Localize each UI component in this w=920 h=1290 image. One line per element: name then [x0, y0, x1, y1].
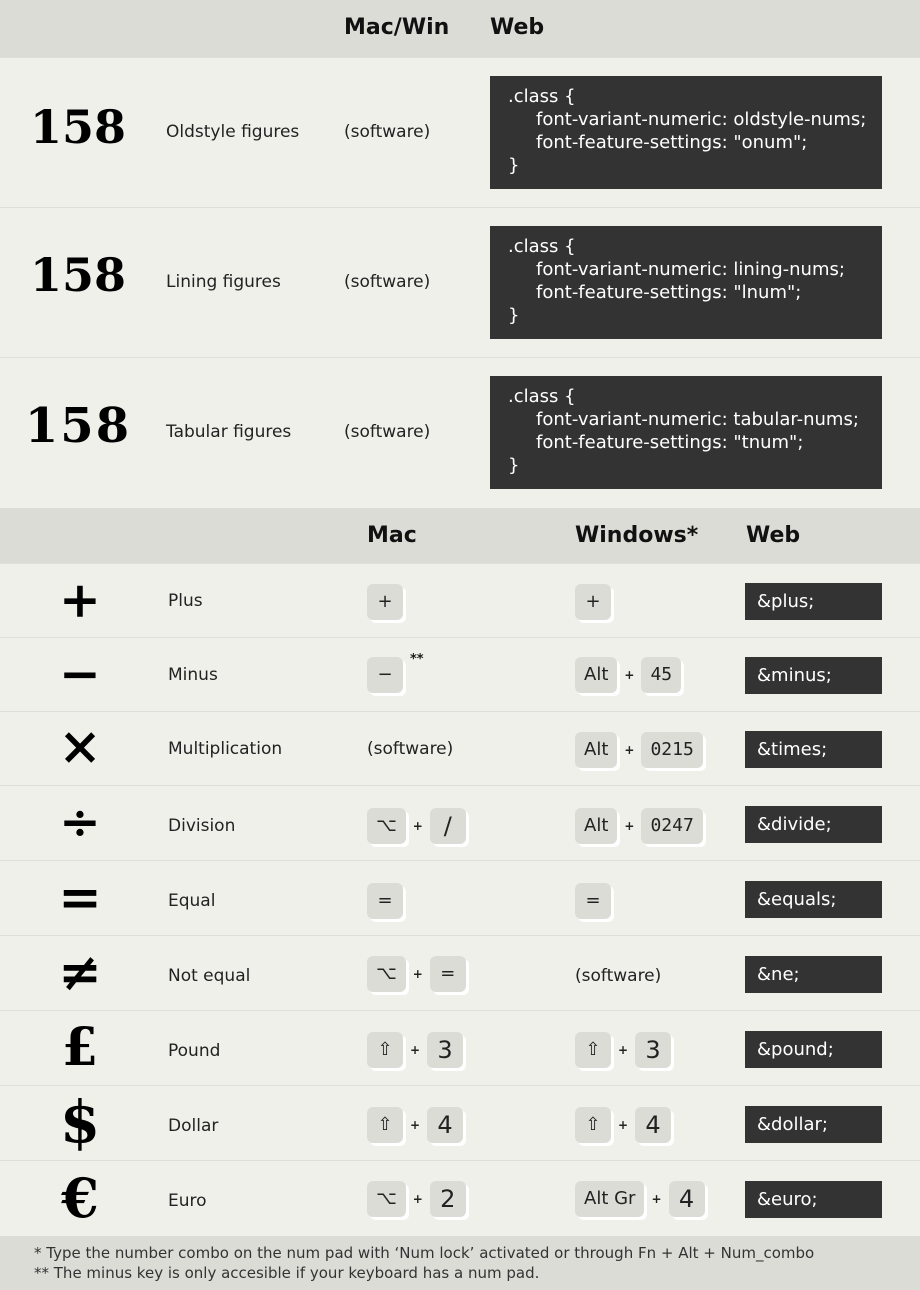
html-entity: &equals;	[745, 881, 882, 918]
mac-shortcut	[367, 806, 466, 846]
option-key-icon: ⌥	[367, 1181, 406, 1217]
mac-shortcut	[367, 1105, 463, 1145]
plus-separator: +	[651, 1192, 662, 1206]
symbol-name: Minus	[168, 665, 218, 685]
col-mac-label: Mac	[367, 523, 417, 548]
symbols-header	[0, 508, 920, 563]
figure-name: Oldstyle figures	[166, 122, 300, 142]
dollar-glyph: $	[59, 1088, 101, 1156]
css-code-block	[490, 376, 882, 489]
mac-shortcut	[367, 582, 403, 622]
figure-macwin: (software)	[344, 122, 431, 142]
code-line: .class {	[508, 386, 576, 407]
symbol-name: Pound	[168, 1041, 221, 1061]
figure-row-tabular	[0, 357, 920, 507]
plus-separator: +	[412, 1192, 423, 1206]
key-code: 45	[641, 657, 681, 693]
code-line: }	[508, 305, 520, 326]
shift-key-icon: ⇧	[367, 1032, 403, 1068]
symbol-name: Euro	[168, 1191, 207, 1211]
html-entity: &plus;	[745, 583, 882, 620]
footnote-minus: ** The minus key is only accesible if your keyboard has a num pad.	[34, 1264, 540, 1282]
key-3: 3	[427, 1032, 463, 1068]
col-windows-label: Windows*	[575, 523, 699, 548]
code-line: font-variant-numeric: tabular-nums;	[536, 409, 859, 430]
mac-software: (software)	[367, 739, 454, 759]
equal-glyph: =	[58, 867, 102, 928]
code-line: font-feature-settings: "onum";	[536, 132, 808, 153]
code-line: .class {	[508, 86, 576, 107]
html-entity: &minus;	[745, 657, 882, 694]
col-web-label: Web	[490, 15, 545, 40]
windows-shortcut	[575, 881, 611, 921]
html-entity: &ne;	[745, 956, 882, 993]
code-line: font-variant-numeric: oldstyle-nums;	[536, 109, 867, 130]
pound-glyph: £	[61, 1017, 99, 1078]
plus-separator: +	[624, 743, 635, 757]
html-entity: &pound;	[745, 1031, 882, 1068]
multiplication-glyph: ×	[58, 716, 102, 777]
symbol-name: Multiplication	[168, 739, 283, 759]
html-entity: &divide;	[745, 806, 882, 843]
figures-header	[0, 0, 920, 57]
shift-key-icon: ⇧	[367, 1107, 403, 1143]
mac-shortcut	[367, 655, 403, 695]
code-line: font-feature-settings: "lnum";	[536, 282, 802, 303]
col-web-label: Web	[746, 523, 801, 548]
code-line: font-feature-settings: "tnum";	[536, 432, 804, 453]
symbol-name: Equal	[168, 891, 216, 911]
key-code: 0247	[641, 808, 702, 844]
key-plus: +	[367, 584, 403, 620]
windows-shortcut	[575, 655, 681, 695]
euro-glyph: €	[61, 1166, 99, 1230]
windows-shortcut	[575, 1030, 671, 1070]
windows-shortcut	[575, 1105, 671, 1145]
key-equals: =	[367, 883, 403, 919]
code-line: font-variant-numeric: lining-nums;	[536, 259, 845, 280]
html-entity: &euro;	[745, 1181, 882, 1218]
numpad-footnote-marker: **	[410, 652, 424, 667]
windows-shortcut	[575, 1179, 705, 1219]
shift-key-icon: ⇧	[575, 1107, 611, 1143]
mac-shortcut	[367, 954, 466, 994]
footnote-windows: * Type the number combo on the num pad with ‘Num lock’ activated or through Fn + Alt + Num_combo	[34, 1244, 815, 1262]
key-slash: /	[430, 808, 466, 844]
shift-key-icon: ⇧	[575, 1032, 611, 1068]
symbol-row-minus	[0, 637, 920, 711]
plus-separator: +	[618, 1043, 629, 1057]
plus-separator: +	[410, 1118, 421, 1132]
symbol-name: Not equal	[168, 966, 251, 986]
symbol-name: Division	[168, 816, 236, 836]
footnotes	[0, 1236, 920, 1290]
figure-row-oldstyle	[0, 57, 920, 207]
plus-separator: +	[412, 819, 423, 833]
plus-separator: +	[410, 1043, 421, 1057]
key-alt: Alt	[575, 657, 617, 693]
key-equals: =	[430, 956, 466, 992]
key-4: 4	[669, 1181, 705, 1217]
symbol-row-not-equal	[0, 935, 920, 1010]
key-alt: Alt	[575, 732, 617, 768]
css-code-block	[490, 76, 882, 189]
key-code: 0215	[641, 732, 702, 768]
not-equal-glyph: ≠	[58, 942, 102, 1003]
figure-macwin: (software)	[344, 422, 431, 442]
windows-shortcut	[575, 730, 703, 770]
code-line: .class {	[508, 236, 576, 257]
plus-separator: +	[618, 1118, 629, 1132]
lining-figures-glyph: 158	[29, 248, 127, 302]
tabular-figures-glyph: 158	[24, 398, 132, 454]
css-code-block	[490, 226, 882, 339]
symbol-row-multiplication	[0, 711, 920, 785]
key-alt-gr: Alt Gr	[575, 1181, 644, 1217]
mac-shortcut	[367, 1030, 463, 1070]
symbol-row-euro	[0, 1160, 920, 1236]
minus-glyph: −	[59, 644, 101, 703]
oldstyle-figures-glyph: 158	[29, 100, 127, 154]
windows-software: (software)	[575, 966, 662, 986]
key-4: 4	[427, 1107, 463, 1143]
plus-separator: +	[624, 668, 635, 682]
mac-shortcut	[367, 881, 403, 921]
plus-separator: +	[412, 967, 423, 981]
symbol-name: Plus	[168, 591, 203, 611]
mac-shortcut	[367, 1179, 466, 1219]
figure-name: Lining figures	[166, 272, 281, 292]
plus-separator: +	[624, 819, 635, 833]
division-glyph: ÷	[59, 792, 101, 851]
symbol-name: Dollar	[168, 1116, 219, 1136]
windows-shortcut	[575, 806, 703, 846]
figure-name: Tabular figures	[166, 422, 292, 442]
html-entity: &times;	[745, 731, 882, 768]
figure-macwin: (software)	[344, 272, 431, 292]
symbol-row-dollar	[0, 1085, 920, 1160]
windows-shortcut	[575, 582, 611, 622]
key-4: 4	[635, 1107, 671, 1143]
symbol-row-equal	[0, 860, 920, 935]
symbol-row-division	[0, 785, 920, 860]
key-alt: Alt	[575, 808, 617, 844]
col-macwin-label: Mac/Win	[344, 15, 450, 40]
symbol-row-plus	[0, 563, 920, 637]
key-plus: +	[575, 584, 611, 620]
option-key-icon: ⌥	[367, 808, 406, 844]
code-line: }	[508, 455, 520, 476]
key-2: 2	[430, 1181, 466, 1217]
symbol-row-pound	[0, 1010, 920, 1085]
key-equals: =	[575, 883, 611, 919]
plus-glyph: +	[59, 570, 101, 629]
code-line: }	[508, 155, 520, 176]
html-entity: &dollar;	[745, 1106, 882, 1143]
option-key-icon: ⌥	[367, 956, 406, 992]
key-3: 3	[635, 1032, 671, 1068]
figure-row-lining	[0, 207, 920, 357]
key-minus: −	[367, 657, 403, 693]
